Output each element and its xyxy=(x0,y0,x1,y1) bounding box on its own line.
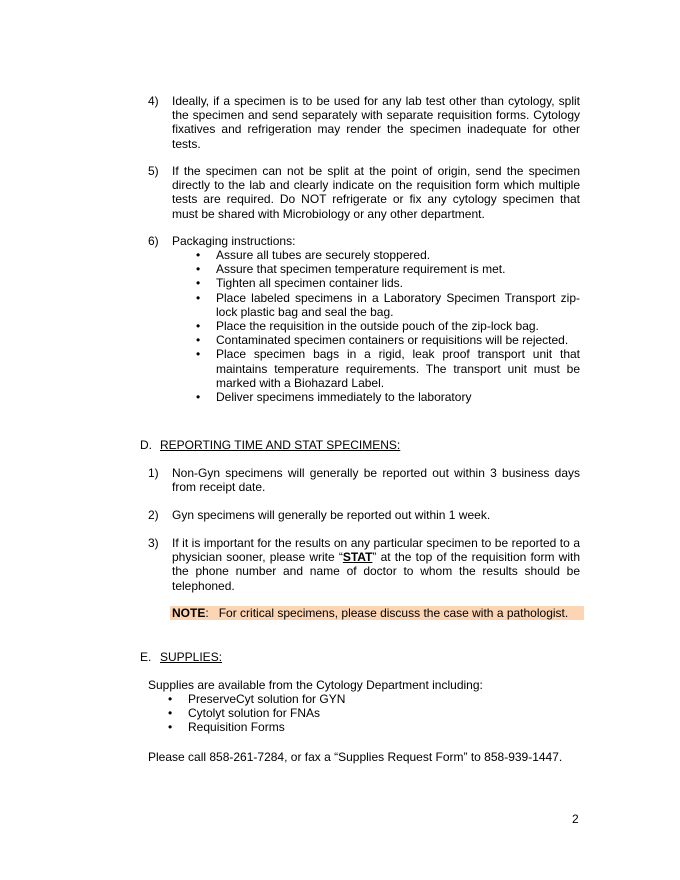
item-5-text: If the specimen can not be split at the point of origin, send the specimen directly to the lab and clearly indicate on the requisition form which multiple tests are required. Do NOT refrigerate or fix any cytology specimen that must be shared with Microbiology or any other department. xyxy=(172,164,580,221)
item-4-number: 4) xyxy=(148,94,159,108)
report-3-text: If it is important for the results on any particular specimen to be reported to a physician sooner, please write “STAT” at the top of the requisition form with the phone number and name of doctor to whom the results should be telephoned. xyxy=(172,536,581,593)
bullet-icon: • xyxy=(168,720,173,735)
report-3-number: 3) xyxy=(148,536,159,550)
supplies-list xyxy=(168,692,488,735)
supplies-contact: Please call 858-261-7284, or fax a “Supplies Request Form” to 858-939-1447. xyxy=(148,750,563,764)
list-item: • Place the requisition in the outside pouch of the zip-lock bag. xyxy=(196,319,539,334)
section-d-title: REPORTING TIME AND STAT SPECIMENS: xyxy=(160,438,401,452)
item-6-text: Packaging instructions: xyxy=(172,234,296,248)
note-label: NOTE xyxy=(172,606,206,620)
report-2-number: 2) xyxy=(148,508,159,522)
section-e-label: E. xyxy=(140,650,152,664)
list-item: • PreserveCyt solution for GYN xyxy=(168,692,346,706)
bullet-icon: • xyxy=(168,706,173,721)
note-text: For critical specimens, please discuss the case with a pathologist. xyxy=(218,606,569,620)
bullet-icon: • xyxy=(196,276,201,291)
list-item: • Place labeled specimens in a Laboratory Specimen Transport zip-lock plastic bag and seal the bag. xyxy=(196,290,580,319)
stat-keyword: STAT xyxy=(342,550,373,565)
bullet-icon: • xyxy=(196,290,201,305)
list-item: • Cytolyt solution for FNAs xyxy=(168,706,321,721)
bullet-icon: • xyxy=(196,390,201,405)
item-4-text: Ideally, if a specimen is to be used for any lab test other than cytology, split the specimen and send separately with separate requisition forms. Cytology fixatives and refrigeration may render the specimen inadequate for other tests. xyxy=(172,94,580,151)
section-e-heading xyxy=(140,650,222,664)
report-1-text: Non-Gyn specimens will generally be reported out within 3 business days from receipt date. xyxy=(172,466,580,495)
list-item: • Deliver specimens immediately to the laboratory xyxy=(196,390,472,405)
list-item: • Contaminated specimen containers or requisitions will be rejected. xyxy=(196,333,569,348)
section-d-heading xyxy=(140,438,400,452)
supplies-intro: Supplies are available from the Cytology Department including: xyxy=(148,678,483,692)
page-number: 2 xyxy=(572,812,579,826)
bullet-icon: • xyxy=(196,333,201,348)
bullet-icon: • xyxy=(168,692,173,706)
bullet-icon: • xyxy=(196,262,201,277)
report-2-text: Gyn specimens will generally be reported out within 1 week. xyxy=(172,508,491,522)
list-item: • Place specimen bags in a rigid, leak proof transport unit that maintains temperature requirements. The transport unit must be marked with a Biohazard Label. xyxy=(196,347,580,390)
note-colon: : xyxy=(205,606,209,620)
item-6-number: 6) xyxy=(148,234,159,248)
section-e-title: SUPPLIES: xyxy=(160,650,223,664)
bullet-icon: • xyxy=(196,248,201,262)
report-1-number: 1) xyxy=(148,466,159,480)
item-5-number: 5) xyxy=(148,164,159,178)
section-d-label: D. xyxy=(140,438,152,452)
note-box xyxy=(170,606,584,620)
list-item: • Tighten all specimen container lids. xyxy=(196,276,403,291)
list-item: • Assure all tubes are securely stoppered. xyxy=(196,248,431,262)
bullet-icon: • xyxy=(196,347,201,362)
list-item: • Assure that specimen temperature requirement is met. xyxy=(196,262,506,277)
list-item: • Requisition Forms xyxy=(168,720,285,735)
bullet-icon: • xyxy=(196,319,201,334)
packaging-list xyxy=(196,248,580,405)
